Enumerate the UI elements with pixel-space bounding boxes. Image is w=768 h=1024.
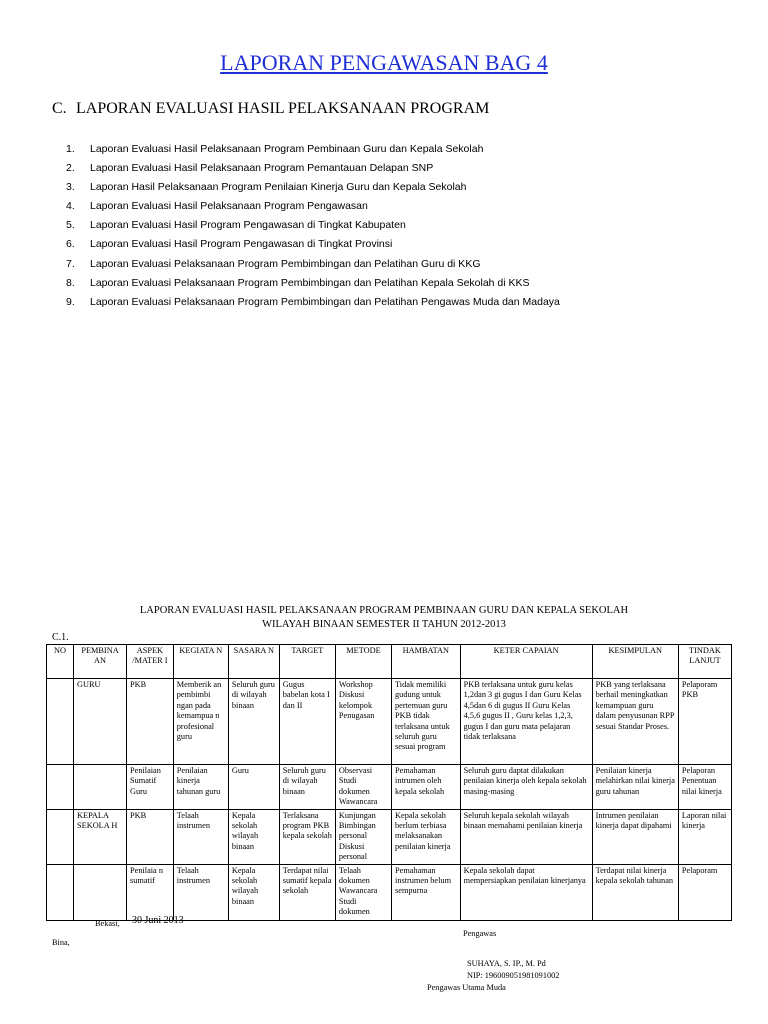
table-cell: Penilaian Sumatif Guru [127, 765, 174, 810]
table-cell: Terdapat nilai kinerja kepala sekolah tahunan [592, 864, 678, 920]
table-cell: Seluruh guru daptat dilakukan penilaian kinerja oleh kepala sekolah masing-masing [460, 765, 592, 810]
list-item [66, 218, 560, 237]
list-item-number: 1. [66, 143, 75, 155]
table-cell: Tidak memiliki gudung untuk pertemuan guru PKB tidak terlaksana untuk seluruh guru sesuai program [392, 679, 461, 765]
list-item [66, 142, 560, 161]
table-cell: Seluruh guru di wilayah binaan [279, 765, 335, 810]
bina-label: Bina, [52, 938, 70, 947]
list-item [66, 180, 560, 199]
page-title: LAPORAN PENGAWASAN BAG 4 [220, 50, 548, 75]
header-keter-capaian: KETER CAPAIAN [460, 645, 592, 679]
section-heading [52, 100, 489, 118]
header-pembinaan: PEMBINA AN [74, 645, 127, 679]
signatory-nip: NIP: 196009051981091002 [467, 971, 560, 980]
report-code: C.1. [52, 632, 69, 643]
list-item-number: 4. [66, 200, 75, 213]
table-cell [47, 679, 74, 765]
table-row [47, 809, 732, 864]
table-cell: PKB terlaksana untuk guru kelas 1,2dan 3 gi gugus I dan Guru Kelas 4,5dan 6 di gugus II Guru Kelas 4,5,6 gugus II , Guru kelas 1,2,3, gugus I dan guru mata pelajaran tidak terlaksana [460, 679, 592, 765]
list-item-number: 8. [66, 276, 75, 289]
table-cell [47, 809, 74, 864]
list-item-number: 6. [66, 238, 75, 251]
table-cell: Kunjungan Bimbingan personal Diskusi personal [335, 809, 391, 864]
table-cell: Telaah dokumen Wawancara Studi dokumen [335, 864, 391, 920]
table-cell: Observasi Studi dokumen Wawancara [335, 765, 391, 810]
signature-date: 30 Juni 2013 [132, 915, 184, 926]
table-cell [47, 765, 74, 810]
table-cell: Pemahaman intrumen oleh kepala sekolah [392, 765, 461, 810]
list-item-text: Laporan Evaluasi Hasil Program Pengawasan di Tingkat Kabupaten [90, 219, 406, 232]
list-item-text: Laporan Evaluasi Hasil Pelaksanaan Program Pembinaan Guru dan Kepala Sekolah [90, 143, 484, 155]
header-tindak-lanjut: TINDAK LANJUT [678, 645, 731, 679]
table-cell: PKB [127, 679, 174, 765]
list-item [66, 237, 560, 256]
table-cell: Laporan nilai kinerja [678, 809, 731, 864]
table-cell: Intrumen penilaian kinerja dapat dipahami [592, 809, 678, 864]
report-title-line2: WILAYAH BINAAN SEMESTER II TAHUN 2012-2013 [262, 619, 506, 630]
table-cell: Seluruh guru di wilayah binaan [228, 679, 279, 765]
list-item-text: Laporan Evaluasi Hasil Program Pengawasan di Tingkat Provinsi [90, 238, 393, 251]
table-cell [74, 765, 127, 810]
table-cell: Telaah instrumen [173, 864, 228, 920]
header-sasaran: SASARA N [228, 645, 279, 679]
table-cell: Telaah instrumen [173, 809, 228, 864]
signature-place: Bekasi, [95, 919, 120, 928]
table-cell: Pelaporam PKB [678, 679, 731, 765]
header-metode: METODE [335, 645, 391, 679]
table-cell: Kepala sekolah wilayah binaan [228, 864, 279, 920]
header-hambatan: HAMBATAN [392, 645, 461, 679]
list-item [66, 161, 560, 180]
report-list [66, 142, 560, 314]
table-cell: GURU [74, 679, 127, 765]
table-cell: Memberik an pembimbi ngan pada kemampua n profesional guru [173, 679, 228, 765]
signature-role: Pengawas [463, 929, 497, 938]
table-cell: Pemahaman instrumen belum sempurna [392, 864, 461, 920]
table-cell: Workshop Diskusi kelompok Penugasan [335, 679, 391, 765]
header-kegiatan: KEGIATA N [173, 645, 228, 679]
list-item-number: 9. [66, 295, 75, 308]
header-kesimpulan: KESIMPULAN [592, 645, 678, 679]
list-item [66, 295, 560, 314]
list-item [66, 257, 560, 276]
list-item-number: 5. [66, 219, 75, 232]
header-target: TARGET [279, 645, 335, 679]
table-row [47, 864, 732, 920]
table-cell: Kepala sekolah berlum terbiasa melaksanakan penilaian kinerja [392, 809, 461, 864]
list-item [66, 199, 560, 218]
table-cell: Penilaia n sumatif [127, 864, 174, 920]
table-cell: Penilaian kinerja tahunan guru [173, 765, 228, 810]
list-item-text: Laporan Evaluasi Pelaksanaan Program Pembimbingan dan Pelatihan Guru di KKG [90, 257, 481, 270]
table-cell: Terlaksana program PKB kepala sekolah [279, 809, 335, 864]
table-header-row [47, 645, 732, 679]
signatory-name: SUHAYA, S. IP., M. Pd [467, 959, 546, 968]
table-cell [74, 864, 127, 920]
list-item-text: Laporan Evaluasi Hasil Pelaksanaan Program Pemantauan Delapan SNP [90, 162, 434, 175]
list-item-number: 3. [66, 181, 75, 194]
section-title: LAPORAN EVALUASI HASIL PELAKSANAAN PROGRAM [76, 100, 490, 117]
table-cell: PKB [127, 809, 174, 864]
table-cell: Pelaporan Penentuan nilai kinerja [678, 765, 731, 810]
list-item-text: Laporan Evaluasi Hasil Pelaksanaan Program Pengawasan [90, 200, 368, 213]
table-cell: Pelaporam [678, 864, 731, 920]
table-cell: Terdapat nilai sumatif kepala sekolah [279, 864, 335, 920]
table-cell: Penilaian kinerja melahirkan nilai kinerja guru tahunan [592, 765, 678, 810]
signatory-rank: Pengawas Utama Muda [427, 983, 506, 992]
list-item-number: 2. [66, 162, 75, 175]
report-table [46, 644, 732, 921]
header-no: NO [47, 645, 74, 679]
table-cell: Gugus babelan kota I dan II [279, 679, 335, 765]
table-cell: PKB yang terlaksana berhail meningkatkan kemampuan guru dalam penyusunan RPP sesuai Standar Proses. [592, 679, 678, 765]
section-letter: C. [52, 100, 67, 117]
table-cell: KEPALA SEKOLA H [74, 809, 127, 864]
table-cell: Seluruh kepala sekolah wilayah binaan memahami penilaian kinerja [460, 809, 592, 864]
table-cell: Kepala sekolah dapat mempersiapkan penilaian kinerjanya [460, 864, 592, 920]
table-row [47, 679, 732, 765]
table-cell: Kepala sekolah wilayah binaan [228, 809, 279, 864]
list-item-text: Laporan Evaluasi Pelaksanaan Program Pembimbingan dan Pelatihan Kepala Sekolah di KKS [90, 276, 530, 289]
list-item-number: 7. [66, 257, 75, 270]
table-row [47, 765, 732, 810]
table-cell [47, 864, 74, 920]
list-item-text: Laporan Hasil Pelaksanaan Program Penilaian Kinerja Guru dan Kepala Sekolah [90, 181, 467, 194]
report-title-line1: LAPORAN EVALUASI HASIL PELAKSANAAN PROGRAM PEMBINAAN GURU DAN KEPALA SEKOLAH [139, 605, 629, 616]
table-cell: Guru [228, 765, 279, 810]
header-aspek: ASPEK /MATER I [127, 645, 174, 679]
list-item [66, 276, 560, 295]
list-item-text: Laporan Evaluasi Pelaksanaan Program Pembimbingan dan Pelatihan Pengawas Muda dan Madaya [90, 295, 560, 308]
